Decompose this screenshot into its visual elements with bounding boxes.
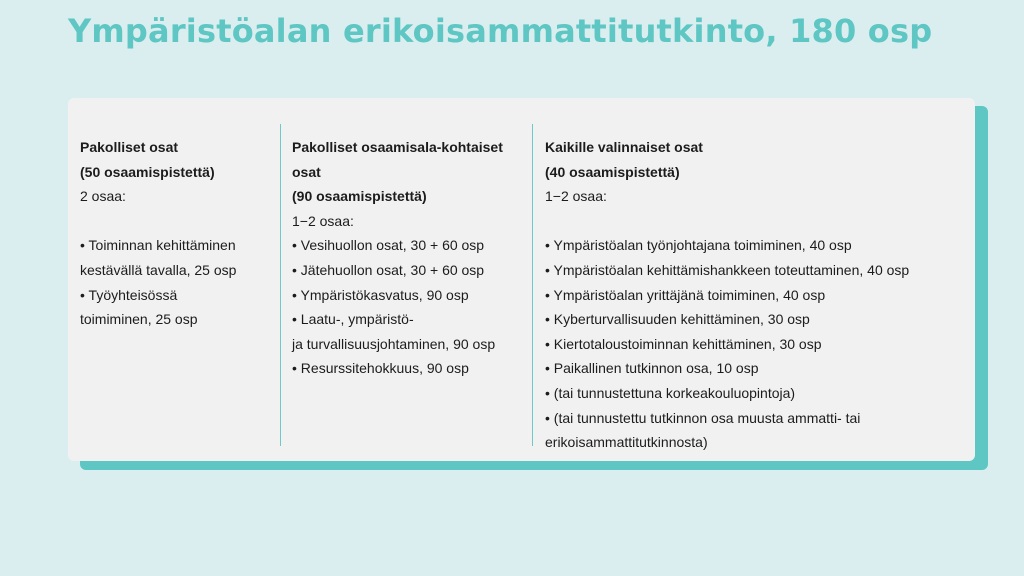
blank-line [545, 209, 909, 234]
column-heading-line: Kaikille valinnaiset osat [545, 139, 703, 155]
column-text-line: kestävällä tavalla, 25 osp [80, 261, 237, 278]
column-text-line: • Jätehuollon osat, 30 + 60 osp [292, 261, 485, 278]
column-text-line: • Ympäristöalan kehittämishankkeen toteuttaminen, 40 osp [545, 261, 910, 278]
column-text-line: • (tai tunnustettu tutkinnon osa muusta ammatti- tai [545, 409, 861, 426]
column-text-line: • Ympäristökasvatus, 90 osp [292, 286, 469, 303]
column-divider [280, 124, 281, 446]
column-text-line: • Työyhteisössä [80, 286, 178, 303]
column-text-line: • Laatu-, ympäristö- [292, 311, 414, 328]
column-text-line: • Kiertotaloustoiminnan kehittäminen, 30 osp [545, 335, 822, 352]
column-text-line: 2 osaa: [80, 188, 126, 205]
column-heading-line: osat [292, 163, 321, 180]
column-heading-line: Pakolliset osaamisala-kohtaiset [292, 139, 503, 155]
column-text-line: 1−2 osaa: [292, 212, 354, 229]
column-heading-line: (40 osaamispistettä) [545, 163, 680, 180]
column-text-line: • Kyberturvallisuuden kehittäminen, 30 osp [545, 311, 810, 328]
column-text-line: • Ympäristöalan työnjohtajana toimiminen, 40 osp [545, 237, 852, 254]
column-text-line: • Paikallinen tutkinnon osa, 10 osp [545, 360, 759, 377]
column-optional [545, 135, 909, 455]
column-text-line: • Resurssitehokkuus, 90 osp [292, 360, 469, 377]
column-text-line: • Ympäristöalan yrittäjänä toimiminen, 40 osp [545, 286, 826, 303]
column-heading-line: (50 osaamispistettä) [80, 163, 215, 180]
column-divider [532, 124, 533, 446]
column-mandatory [80, 135, 236, 332]
column-text-line: • Toiminnan kehittäminen [80, 237, 236, 254]
column-text-line: 1−2 osaa: [545, 188, 607, 205]
column-text-line: ja turvallisuusjohtaminen, 90 osp [292, 335, 496, 352]
blank-line [80, 209, 236, 234]
column-text-line: • Vesihuollon osat, 30 + 60 osp [292, 237, 485, 254]
column-text-line: • (tai tunnustettuna korkeakouluopintoja) [545, 384, 796, 401]
column-text-line: toimiminen, 25 osp [80, 311, 198, 328]
column-text-line: erikoisammattitutkinnosta) [545, 434, 708, 451]
column-specialization [292, 135, 503, 381]
column-heading-line: (90 osaamispistettä) [292, 188, 427, 205]
page-title: Ympäristöalan erikoisammattitutkinto, 180 osp [68, 12, 933, 50]
column-heading-line: Pakolliset osat [80, 139, 179, 155]
